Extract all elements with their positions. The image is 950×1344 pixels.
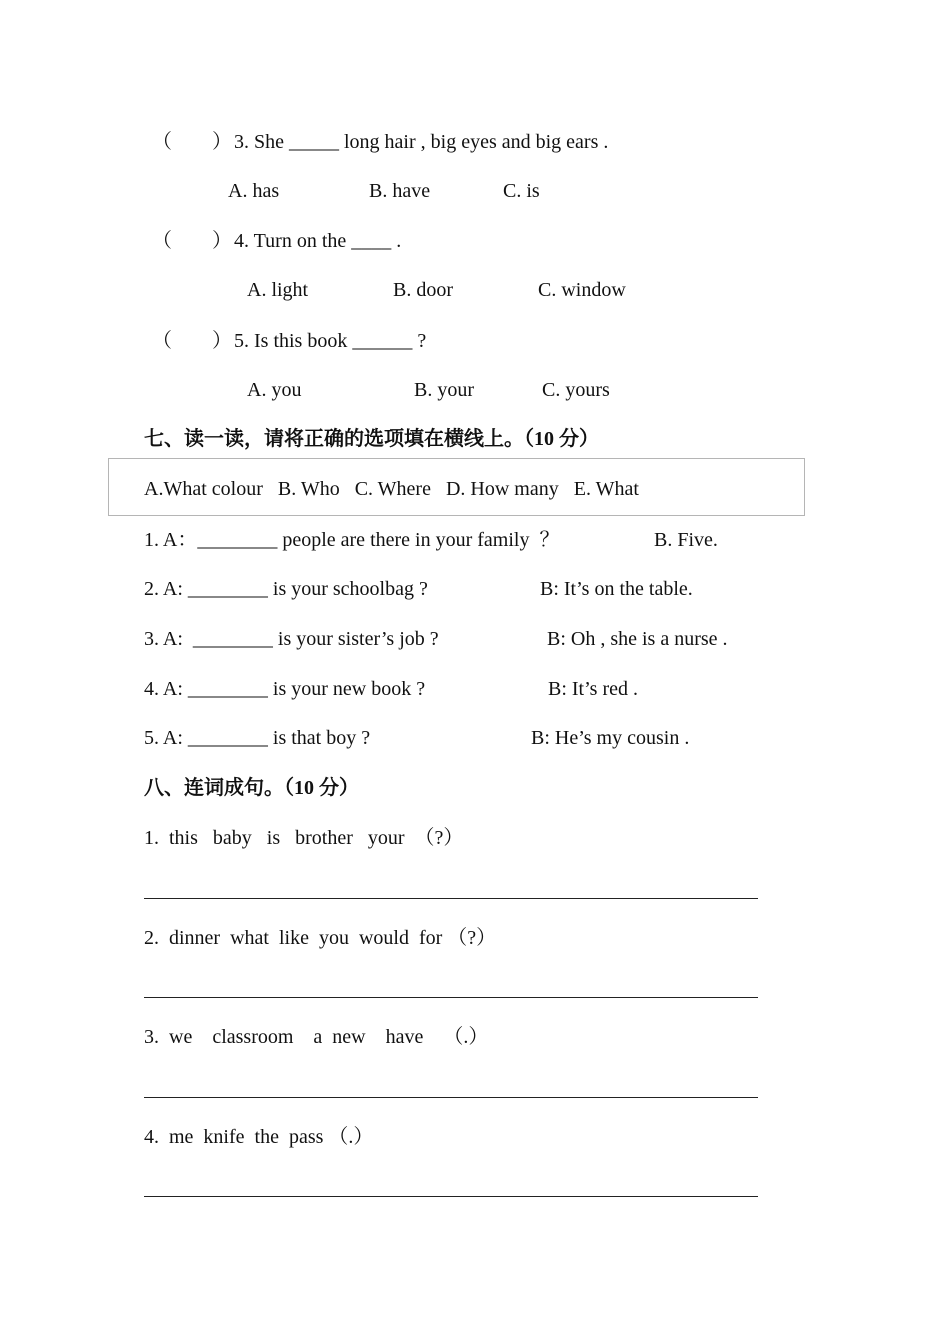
s8-q3-answer-line	[144, 1097, 758, 1098]
q4-option-b: B. door	[393, 279, 453, 301]
s8-q3-words: 3. we classroom a new have （.）	[144, 1026, 489, 1048]
q5-option-b: B. your	[414, 379, 474, 401]
q4-paren: （ ）	[152, 230, 232, 252]
s8-q2-answer-line	[144, 997, 758, 998]
s7-q4-question: 4. A: ________ is your new book ?	[144, 678, 426, 700]
s7-q5-question: 5. A: ________ is that boy ?	[144, 727, 371, 749]
s8-q1-words: 1. this baby is brother your （?）	[144, 827, 464, 849]
s7-q5-answer: B: He’s my cousin .	[531, 727, 690, 749]
s7-q4-answer: B: It’s red .	[548, 678, 638, 700]
q3-option-a: A. has	[228, 180, 280, 202]
q4-stem: 4. Turn on the ____ .	[234, 230, 402, 252]
s8-q1-answer-line	[144, 898, 758, 899]
s7-q3-answer: B: Oh , she is a nurse .	[547, 628, 728, 650]
s8-q4-words: 4. me knife the pass （.）	[144, 1126, 374, 1148]
q5-option-a: A. you	[247, 379, 302, 401]
q3-stem: 3. She _____ long hair , big eyes and big ears .	[234, 131, 609, 153]
q5-paren: （ ）	[152, 330, 232, 352]
section7-heading: 七、读一读，请将正确的选项填在横线上。（10 分）	[144, 428, 599, 450]
s7-q2-question: 2. A: ________ is your schoolbag ?	[144, 578, 428, 600]
s8-q4-answer-line	[144, 1196, 758, 1197]
q3-option-c: C. is	[503, 180, 540, 202]
section8-heading: 八、连词成句。（10 分）	[144, 777, 359, 799]
q5-option-c: C. yours	[542, 379, 610, 401]
word-bank-options: A.What colour B. Who C. Where D. How many E. What	[144, 478, 639, 500]
s7-q2-answer: B: It’s on the table.	[540, 578, 693, 600]
s7-q3-question: 3. A: ________ is your sister’s job ?	[144, 628, 439, 650]
s7-q1-answer: B. Five.	[654, 529, 718, 551]
q5-stem: 5. Is this book ______ ?	[234, 330, 427, 352]
s7-q1-question: 1. A：________ people are there in your family ？	[144, 529, 560, 551]
q3-paren: （ ）	[152, 131, 232, 153]
q3-option-b: B. have	[369, 180, 431, 202]
q4-option-a: A. light	[247, 279, 309, 301]
s8-q2-words: 2. dinner what like you would for （?）	[144, 927, 497, 949]
q4-option-c: C. window	[538, 279, 626, 301]
